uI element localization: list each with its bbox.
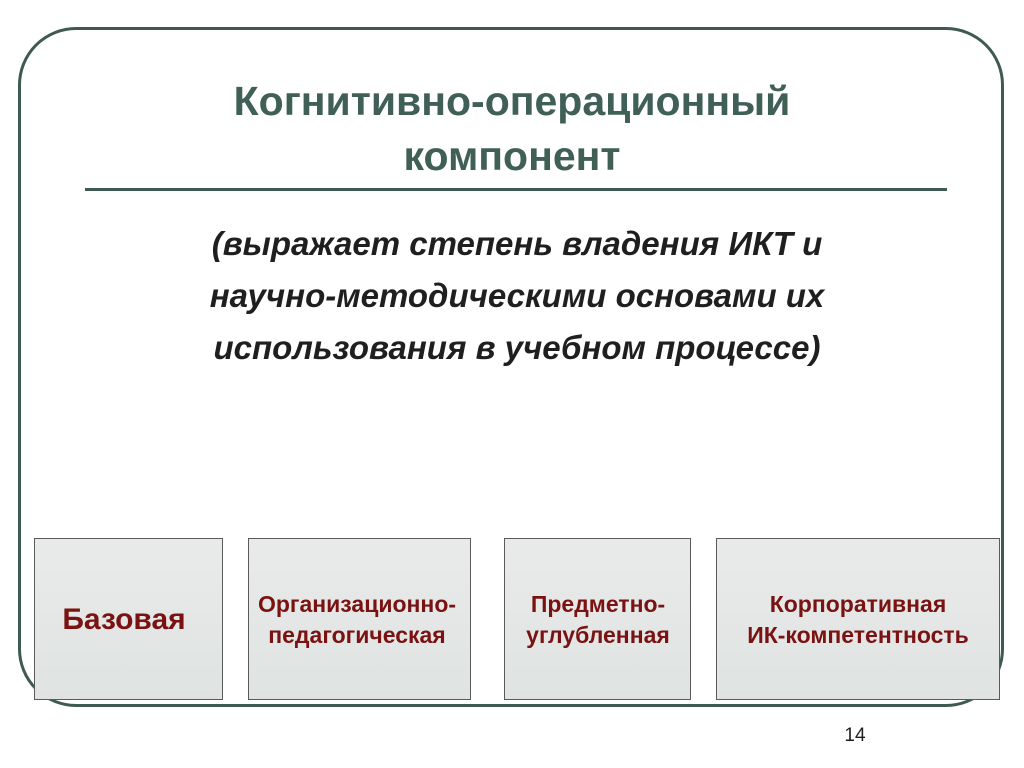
slide-title-line-2: компонент [403, 133, 621, 179]
level-label-corporate-line-2: ИК-компетентность [747, 622, 969, 648]
level-label-subject-line-2: углубленная [526, 622, 670, 648]
level-label-corporate-line-1: Корпоративная [769, 591, 947, 617]
slide-title-line-1: Когнитивно-операционный [233, 78, 791, 124]
slide-title [60, 74, 964, 184]
level-label-basic-line-1: Базовая [62, 603, 186, 636]
title-divider [85, 188, 947, 191]
slide-subtitle-line-2: научно-методическими основами их [209, 277, 825, 314]
level-label-corporate [708, 589, 1008, 651]
slide-subtitle [100, 218, 934, 374]
level-label-basic [34, 601, 214, 639]
slide-subtitle-line-3: использования в учебном процессе) [213, 329, 821, 366]
level-label-subject [502, 589, 694, 651]
page-number: 14 [844, 725, 866, 746]
slide-subtitle-line-1: (выражает степень владения ИКТ и [211, 225, 823, 262]
level-label-subject-line-1: Предметно- [530, 591, 666, 617]
level-label-organizational-line-2: педагогическая [268, 622, 446, 648]
level-label-organizational [232, 589, 482, 651]
level-label-organizational-line-1: Организационно- [257, 591, 457, 617]
